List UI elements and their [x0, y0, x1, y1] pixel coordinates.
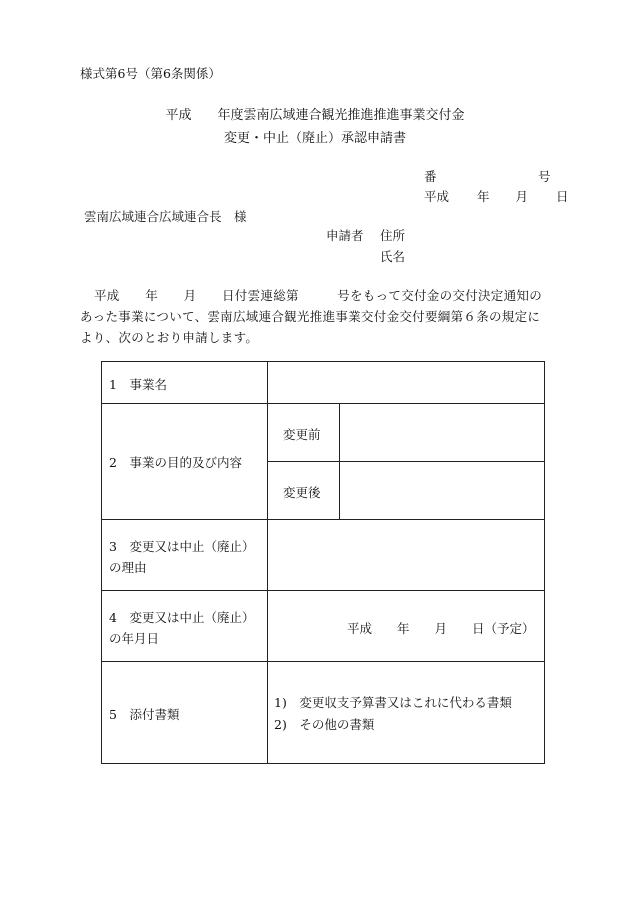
application-table: [101, 361, 545, 764]
table-subrow-divider: [267, 461, 545, 462]
date-month: 月: [515, 189, 529, 204]
applicant-address-label: 住所: [380, 228, 406, 243]
row-purpose-after-label: 変更後: [283, 485, 321, 500]
applicant-label: 申請者: [326, 228, 364, 243]
attachment-item-2: 2) その他の書類: [274, 717, 375, 732]
row-reason-label-line1: 3 変更又は中止（廃止）: [109, 539, 255, 554]
row-business-name-label: 1 事業名: [109, 377, 167, 392]
document-number-suffix: 号: [538, 169, 551, 184]
table-row-divider: [101, 403, 545, 404]
row-date-label-line2: の年月日: [109, 631, 160, 646]
application-body-text: 平成 年 月 日付雲連総第 号をもって交付金の交付決定通知のあった事業について、雲南広域連合観光推進事業交付金交付要綱第６条の規定により、次のとおり申請します。: [80, 288, 543, 345]
document-title-line2: 変更・中止（廃止）承認申請書: [223, 131, 406, 146]
table-row-divider: [101, 519, 545, 520]
row-date-label-line1: 4 変更又は中止（廃止）: [109, 610, 255, 625]
row-purpose-label: 2 事業の目的及び内容: [109, 455, 242, 470]
table-border-left: [101, 361, 102, 764]
application-date: [424, 187, 569, 205]
document-number-label: 番: [424, 169, 437, 184]
table-column-divider: [267, 361, 268, 764]
row-purpose-before-label: 変更前: [283, 427, 321, 442]
table-row-divider: [101, 590, 545, 591]
document-title-line1: 平成 年度雲南広域連合観光推進推進事業交付金: [165, 108, 465, 123]
table-border-right: [544, 361, 545, 764]
row-reason-label-line2: の理由: [109, 560, 147, 575]
row-attachments-label: 5 添付書類: [109, 707, 180, 722]
attachment-item-1: 1) 変更収支予算書又はこれに代わる書類: [274, 695, 512, 710]
table-border-bottom: [101, 763, 545, 764]
date-day: 日: [556, 189, 569, 204]
date-era: 平成: [424, 189, 450, 204]
addressee: 雲南広域連合広域連合長 様: [84, 209, 247, 224]
table-border-top: [101, 361, 545, 362]
form-number: 様式第6号（第6条関係）: [80, 66, 221, 81]
date-year: 年: [477, 189, 490, 204]
table-inner-column-divider: [339, 403, 340, 519]
table-row-divider: [101, 661, 545, 662]
applicant-name-label: 氏名: [380, 249, 406, 264]
row-date-value: 平成 年 月 日（予定）: [347, 621, 535, 636]
